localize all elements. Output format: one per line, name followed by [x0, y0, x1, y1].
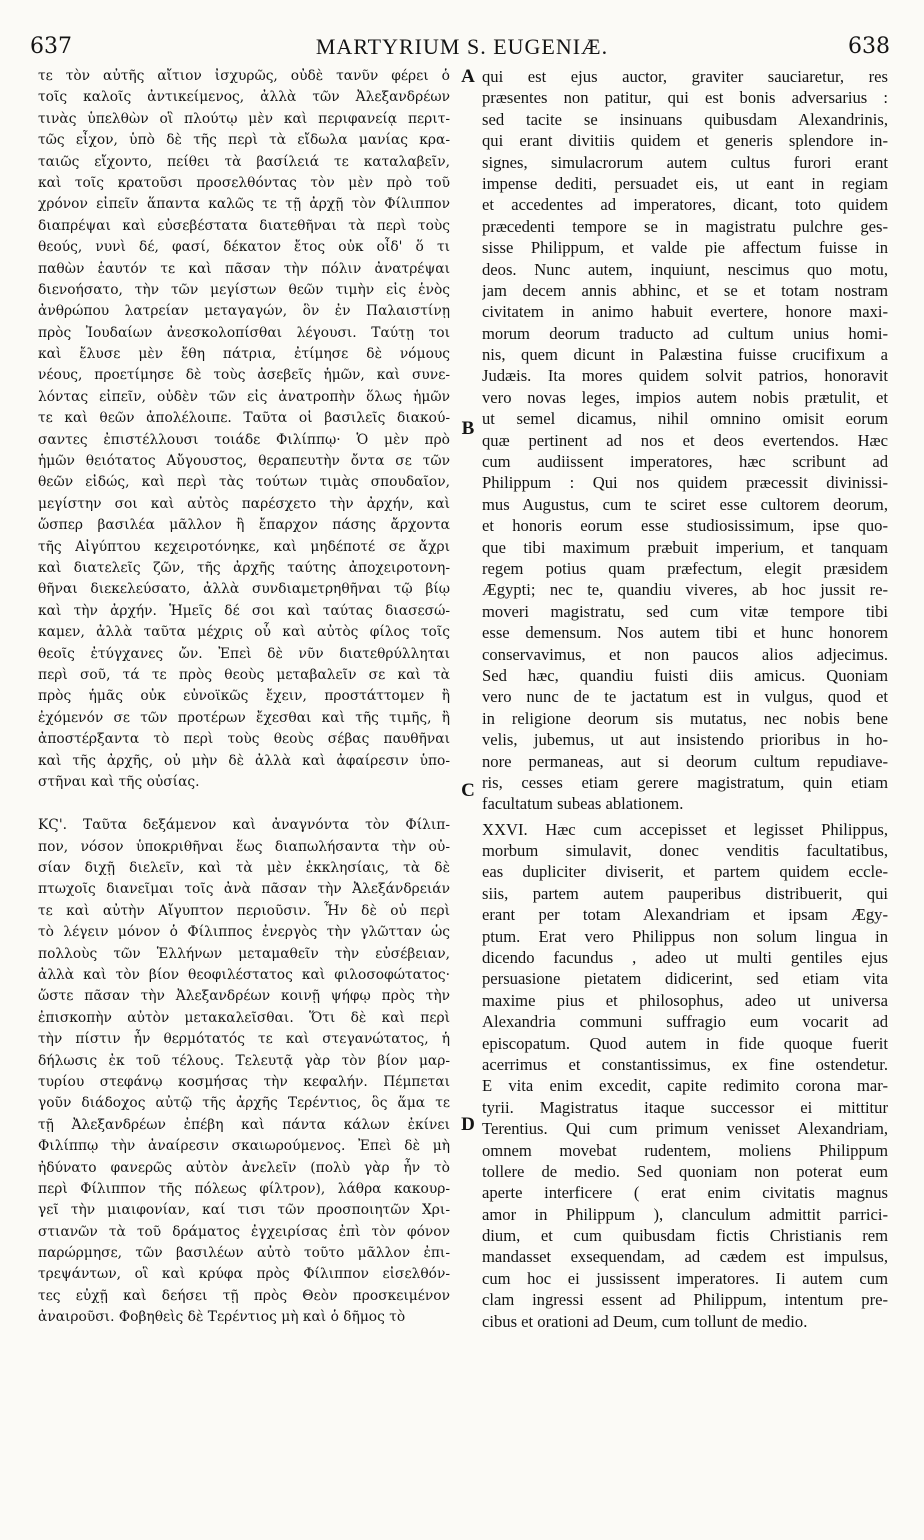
text-line: σίαν διχῇ διελεῖν, καὶ τὰ μὲν ἐκκλησίαις, τὰ δὲ: [38, 860, 450, 877]
text-line: ἀναιροῦσι. Φοβηθεὶς δὲ Τερέντιος μὴ καὶ ὁ δῆμος τὸ: [38, 1309, 406, 1326]
text-line: ΚϚ'. Ταῦτα δεξάμενον καὶ ἀναγνόντα τὸν Φίλιπ-: [38, 817, 450, 834]
text-line: περὶ σοῦ, τά τε πρὸς θεοὺς μεταβαλεῖν σε καὶ τὰ: [38, 666, 450, 683]
text-line: aperte interficere ( erat enim civitatis magnus: [482, 1183, 888, 1203]
text-line: acerrimus et constantissimus, ex fine ostendetur.: [482, 1054, 888, 1074]
text-line: vero novas leges, impios autem nobis prætulit, et: [482, 387, 888, 407]
text-line: δήλωσις ἐκ τοῦ τέλους. Τελευτᾷ γὰρ τὸν βίον μαρ-: [38, 1052, 450, 1069]
text-line: morum deorum traducto ad cultum unius homi-: [482, 323, 888, 343]
text-line: πολλοὺς τῶν Ἑλλήνων μεταμαθεῖν τὴν εὐσέβειαν,: [38, 945, 450, 962]
text-line: τῶς εἶχον, ὑπὸ δὲ τῆς περὶ τὰ εἴδωλα μανίας κρα-: [38, 132, 450, 149]
text-line: dium, et cum quibusdam fictis Christianis rem: [482, 1226, 888, 1246]
text-line: siis, partem autem pauperibus distribuerit, qui: [482, 883, 888, 903]
text-line: clam ingressi essent ad Philippum, intentum pre-: [482, 1290, 888, 1310]
text-line: μεγίστην σοι καὶ αὐτὸς παρέσχετο τὴν ἀρχήν, καὶ: [38, 495, 450, 512]
section-marker-c: C: [461, 780, 475, 801]
text-line: ἡμῶν θειότατος Αὔγουστος, θεραπευτὴν ὄντα σε τῶν: [38, 453, 450, 470]
text-line: dicendo facundus , adeo ut multi gentiles ejus: [482, 948, 888, 968]
section-marker-d: D: [461, 1114, 475, 1135]
text-line: πρὸς Ἰουδαίων ἀνεσκολοπίσθαι λέγουσι. Ταύτῃ τοι: [38, 324, 450, 341]
text-line: qui erant divitiis quidem et generis splendore in-: [482, 131, 888, 151]
text-line: καὶ ἔλυσε μὲν ἔθη πάτρια, ἐτίμησε δὲ νόμους: [38, 346, 450, 363]
text-line: Terentius. Qui cum primum venisset Alexandriam,: [482, 1119, 888, 1139]
text-line: πον, νόσον ὑποκριθῆναι ἕως διαπωλήσαντα τὴν οὐ-: [38, 838, 450, 855]
text-line: Φιλίππῳ τὴν ἀναίρεσιν σκαιωρούμενος. Ἐπεὶ δὲ μὴ: [38, 1138, 450, 1155]
text-line: erant per totam Alexandriam et ipsam Ægy-: [482, 905, 888, 925]
text-line: nore permaneas, aut si deorum cultum repudiave-: [482, 751, 888, 771]
text-line: λόντας εἰπεῖν, οὐδὲν τῶν εἰς ἀνατροπὴν ὅλως ἡμῶν: [38, 388, 450, 405]
text-line: facultatum subeas ablationem.: [482, 794, 684, 814]
page-number-left: 637: [30, 34, 72, 59]
text-line: παρώρμησε, τῶν βασιλέων αὐτὸ τοῦτο μᾶλλον ἐπι-: [38, 1245, 450, 1262]
text-line: τὴν πίστιν ἦν θερμότατός τε καὶ στεγανώτατος, ἡ: [38, 1031, 450, 1048]
text-line: Sed hæc, quandiu fuisti diis amicus. Quoniam: [482, 665, 888, 685]
text-line: ἠδύνατο φανερῶς αὐτὸν ἀνελεῖν (πολὺ γὰρ ἦν τὸ: [38, 1159, 450, 1176]
text-line: θεῶν εἰδώς, καὶ περὶ τὰς τούτων τιμὰς σπουδαῖον,: [38, 474, 450, 491]
text-line: XXVI. Hæc cum accepisset et legisset Philippus,: [482, 819, 888, 839]
text-line: cum audiissent imperatores, hæc scribunt ad: [482, 452, 888, 472]
text-line: ἐπισκοπὴν αὐτὸν μετακαλεῖσθαι. Ὅτι δὲ καὶ περὶ: [38, 1009, 450, 1026]
text-line: καὶ τοῖς κρατοῦσι προσελθόντας τὸν μὲν πρὸ τοῦ: [38, 174, 450, 191]
text-line: sisse Philippum, et valde pie affectum fuisse in: [482, 238, 888, 258]
text-line: quæ pertinent ad nos et deos evertendos. Hæc: [482, 430, 888, 450]
text-line: στιανῶν τὰ τοῦ δράματος ἐγχειρίσας ἐπὶ τὸν φόνον: [38, 1223, 450, 1240]
text-line: τοῖς καλοῖς ἀντικείμενος, ἀλλὰ τῶν Ἀλεξανδρέων: [38, 89, 450, 106]
text-line: Philippum : Qui nos quidem præcessit divinissi-: [482, 473, 888, 493]
text-line: τῇ Ἀλεξανδρέων ἐπέβη καὶ πάντα κάλων ἐκίνει: [38, 1116, 450, 1133]
text-line: διαπρέψαι καὶ εὐσεβέστατα διατεθῆναι τὰ περὶ τοὺς: [38, 217, 450, 234]
text-line: ἀνθρώπου λατρείαν μεταγαγών, ὃν ἐν Παλαιστίνῃ: [38, 303, 450, 320]
text-line: τες εὐχῇ καὶ δεήσει τῇ πρὸς Θεὸν προσκειμένον: [38, 1287, 450, 1304]
text-line: νέους, προετίμησε δὲ τοὺς ἀσεβεῖς ἡμῶν, καὶ συνε-: [38, 367, 450, 384]
text-line: παθὼν ἑαυτόν τε καὶ πᾶσαν τὴν πόλιν ἀνατρέψαι: [38, 260, 450, 277]
text-line: que tibi maximum præbuit imperium, et tanquam: [482, 537, 888, 557]
text-line: ut semel dicamus, nihil omnino omisit eorum: [482, 409, 888, 429]
text-line: καμεν, ἀλλὰ ταῦτα μέχρις οὗ καὶ αὐτὸς φίλος τοῖς: [38, 624, 450, 641]
text-line: morbum simulavit, donec venditis facultatibus,: [482, 841, 888, 861]
text-line: esse demensum. Nos autem tibi et hunc honorem: [482, 623, 888, 643]
text-line: τε καὶ θεῶν ἀπολέλοιπε. Ταῦτα οἱ βασιλεῖς διακού-: [38, 410, 450, 427]
page-number-right: 638: [848, 34, 890, 59]
text-line: eas dupliciter diviserit, et partem quidem eccle-: [482, 862, 888, 882]
text-line: Alexandria communi suffragio eum vocarit ad: [482, 1012, 888, 1032]
text-line: sed tacite se insinuans quibusdam Alexandrinis,: [482, 109, 888, 129]
text-line: in religione deorum sis mutatus, nec nobis bene: [482, 708, 888, 728]
text-line: ὥστε πᾶσαν τὴν Ἀλεξανδρέων κοινῇ ψήφῳ πρὸς τὴν: [38, 988, 450, 1005]
text-line: nis, quem dicunt in Palæstina fuisse crucifixum a: [482, 345, 888, 365]
text-line: omnem movebat rudentem, moliens Philippum: [482, 1140, 888, 1160]
text-line: impense dediti, persuadet eis, ut eant in regiam: [482, 173, 888, 193]
text-line: amor in Philippum ), clanculum admittit parrici-: [482, 1204, 888, 1224]
text-line: τῆς Αἰγύπτου κεχειροτόνηκε, καὶ μηδέποτέ σε ἄχρι: [38, 538, 450, 555]
text-line: θεοῖς ἐτύγχανες ὤν. Ἐπεὶ δὲ νῦν διατεθρύλληται: [38, 645, 450, 662]
text-line: ἀλλὰ καὶ τὸν βίον θεοφιλέστατος καὶ φιλοσοφώτατος·: [38, 967, 450, 984]
text-line: conservavimus, et non paucos alios adjecimus.: [482, 644, 888, 664]
text-line: et accedentes ad imperatores, dicant, toto quidem: [482, 195, 888, 215]
text-line: τυρίου στεφάνῳ κοσμήσας τὴν κεφαλήν. Πέμπεται: [38, 1073, 450, 1090]
text-line: tyrii. Magistratus itaque successor ei mittitur: [482, 1097, 888, 1117]
text-line: mandasset exsequendam, ad cædem est impulsus,: [482, 1247, 888, 1267]
text-line: τε καὶ αὐτὴν Αἴγυπτον περιοῦσιν. Ἦν δὲ οὐ περὶ: [38, 902, 450, 919]
text-line: præcedenti tempore se in magistratu pulchre ges-: [482, 216, 888, 236]
text-line: διενοήσατο, τὴν τῶν μεγίστων θεῶν τιμὴν εἰς ἑνὸς: [38, 281, 450, 298]
text-line: maxime pius et philosophus, adeo ut universa: [482, 990, 888, 1010]
text-line: χρόνον εἰπεῖν ἅπαντα καλῶς τε τῇ ἀρχῇ τὸν Φίλιππον: [38, 196, 450, 213]
text-line: τὸ λέγειν μόνον ὁ Φίλιππος ἐνεργὸς τὴν γλῶτταν ὡς: [38, 924, 450, 941]
text-line: signes, simulacrorum autem cultus furori erant: [482, 152, 888, 172]
text-line: σαντες ἐπιστέλλουσι τοιάδε Φιλίππῳ· Ὁ μὲν πρὸ: [38, 431, 450, 448]
text-line: γοῦν διάδοχος αὐτῷ τῆς ἀρχῆς Τερέντιος, ὃς ἅμα τε: [38, 1095, 450, 1112]
text-line: ἀποστέρξαντα τὸ περὶ τοὺς θεοὺς σέβας παυθῆναι: [38, 731, 450, 748]
text-line: moveri magistratu, sed cum vitæ tempore tibi: [482, 601, 888, 621]
text-line: E vita enim excedit, capite redimito corona mar-: [482, 1076, 888, 1096]
greek-column: [38, 66, 450, 1329]
text-line: præsentes non patitur, qui est bonis adversarius :: [482, 88, 888, 108]
section-marker-b: B: [461, 418, 475, 439]
text-line: Ægypti; nec te, quandiu viveres, ab hoc jussit re-: [482, 580, 888, 600]
text-line: γεῖ τὴν μιαιφονίαν, καί τισι τῶν προσποιητῶν Χρι-: [38, 1202, 450, 1219]
text-line: velis, jubemus, ut aut insistendo prioribus in ho-: [482, 730, 888, 750]
text-line: cibus et orationi ad Deum, cum tollunt de medio.: [482, 1311, 808, 1331]
running-title: MARTYRIUM S. EUGENIÆ.: [315, 34, 609, 59]
text-line: vero nunc de te jactatum est in vulgus, quod et: [482, 687, 888, 707]
text-line: ptum. Erat vero Philippus non solum lingua in: [482, 926, 888, 946]
text-line: τρεψάντων, οἳ καὶ κρύφα πρὸς Φίλιππον εἰσελθόν-: [38, 1266, 450, 1283]
text-line: cum hoc ei jussissent imperatores. Ii autem cum: [482, 1268, 888, 1288]
latin-column: [482, 66, 888, 1332]
text-line: qui est ejus auctor, graviter sauciaretur, res: [482, 67, 888, 86]
text-line: πτωχοῖς διανεῖμαι τοῖς ἀνὰ πᾶσαν τὴν Ἀλεξάνδρειάν: [38, 881, 450, 898]
text-line: episcopatum. Quod autem in fide quoque fuerit: [482, 1033, 888, 1053]
text-line: πρὸς ἡμᾶς οὐκ εὐνοϊκῶς ἔχειν, προστάττομεν ἢ: [38, 688, 450, 705]
text-line: καὶ διατελεῖς ζῶν, τῆς ἀρχῆς ταύτης ἀποχειροτονη-: [38, 559, 450, 576]
text-line: θεούς, νυνὶ δέ, φασί, δέκατον ἔτος οὐκ οἶδ' ὅ τι: [38, 239, 450, 256]
text-line: περὶ Φίλιππον τῆς πόλεως φίλτρον), λάθρα κακουρ-: [38, 1180, 450, 1197]
text-line: tollere de medio. Sed quoniam non poterat eum: [482, 1161, 888, 1181]
text-line: ἐχόμενόν σε τῶν προτέρων ἔχεσθαι καὶ τῆς τιμῆς, ἢ: [38, 709, 450, 726]
text-line: civitatem in animo habuit evertere, honore maxi-: [482, 302, 888, 322]
text-line: τινὰς ὑπελθὼν οἳ πλούτῳ μὲν καὶ περιφανείᾳ περιτ-: [38, 110, 450, 127]
text-line: καὶ τὴν ἀρχήν. Ἡμεῖς δέ σοι καὶ ταύτας διασεσώ-: [38, 602, 450, 619]
paragraph-gap: [38, 793, 450, 815]
text-line: mus Augustus, cum te sciret esse cultorem deorum,: [482, 494, 888, 514]
text-line: jam decem annis abhinc, et se et totam nostram: [482, 280, 888, 300]
text-line: στῆναι καὶ τῆς οὐσίας.: [38, 773, 200, 790]
text-line: persuasione pietatem didicerint, sed etiam vita: [482, 969, 888, 989]
text-line: ὥσπερ βασιλέα μᾶλλον ἢ ἔπαρχον πάσης ἄρχοντα: [38, 517, 450, 534]
text-line: ris, cesses etiam gerere magistratum, quin etiam: [482, 772, 888, 792]
text-line: Judæis. Ita mores quidem solvit patrios, honoravit: [482, 366, 888, 386]
text-line: ταιῶς εἴχοντο, πείθει τὰ βασίλειά τε καταλαβεῖν,: [38, 153, 450, 170]
section-marker-a: A: [461, 66, 475, 87]
text-line: καὶ τῆς ἀρχῆς, οὐ μὴν δὲ ἀλλὰ καὶ ἀφαίρεσιν ὑπο-: [38, 752, 450, 769]
text-line: regem potius quam præfectum, elegit præsidem: [482, 558, 888, 578]
text-line: τε τὸν αὐτῆς αἴτιον ἰσχυρῶς, οὐδὲ τανῦν φέρει ὁ: [38, 68, 450, 84]
text-line: θῆναι διεκελεύσατο, ἀλλὰ συνδιαμετρηθῆναι τῷ βίῳ: [38, 581, 450, 598]
text-line: et honoris eorum esse studiosissimum, ipse quo-: [482, 516, 888, 536]
text-line: deos. Nunc autem, inquiunt, nescimus quo motu,: [482, 259, 888, 279]
